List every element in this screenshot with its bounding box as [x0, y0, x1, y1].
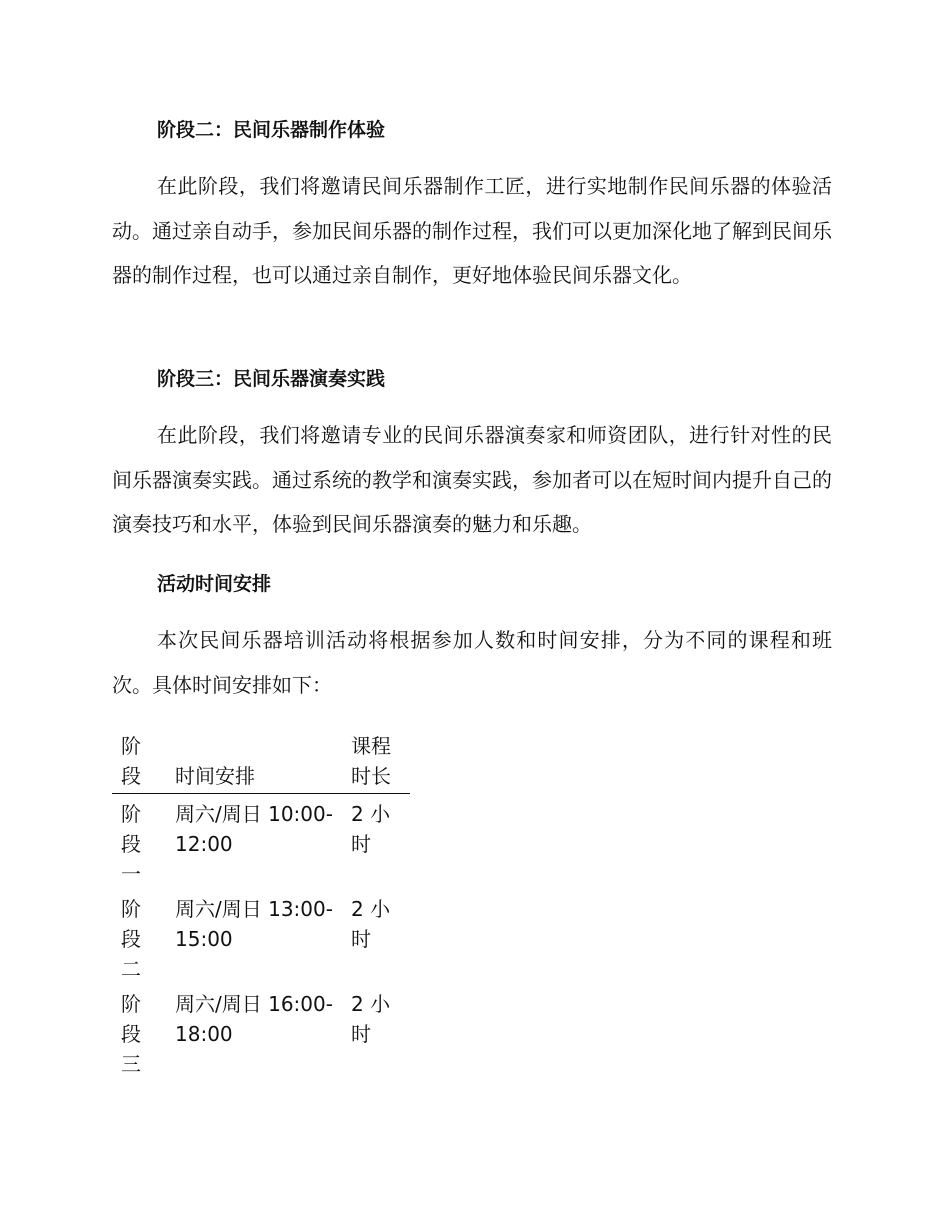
cell-time: 周六/周日 13:00-15:00 [175, 897, 333, 951]
header-time: 时间安排 [175, 764, 255, 788]
section-heading-stage-two: 阶段二：民间乐器制作体验 [157, 119, 386, 141]
cell-duration: 2 小时 [351, 802, 391, 856]
section-paragraph-stage-three: 在此阶段，我们将邀请专业的民间乐器演奏家和师资团队，进行针对性的民间乐器演奏实践。通过系统的教学和演奏实践，参加者可以在短时间内提升自己的演奏技巧和水平，体验到民间乐器演奏的魅力和乐趣。 [112, 423, 832, 536]
header-stage: 阶段 [121, 734, 141, 788]
header-duration: 课程时长 [351, 734, 391, 788]
section-paragraph-schedule: 本次民间乐器培训活动将根据参加人数和时间安排，分为不同的课程和班次。具体时间安排如下： [112, 628, 832, 697]
table-header-row [112, 731, 410, 794]
table-row [112, 794, 410, 889]
cell-stage: 阶段三 [121, 992, 141, 1076]
section-heading-stage-three: 阶段三：民间乐器演奏实践 [157, 368, 386, 390]
schedule-table [112, 731, 410, 1079]
cell-duration: 2 小时 [351, 897, 391, 951]
table-row [112, 984, 410, 1079]
cell-duration: 2 小时 [351, 992, 391, 1046]
cell-time: 周六/周日 10:00-12:00 [175, 802, 333, 856]
cell-stage: 阶段二 [121, 897, 141, 981]
cell-stage: 阶段一 [121, 802, 141, 886]
section-paragraph-stage-two: 在此阶段，我们将邀请民间乐器制作工匠，进行实地制作民间乐器的体验活动。通过亲自动手，参加民间乐器的制作过程，我们可以更加深化地了解到民间乐器的制作过程，也可以通过亲自制作，更好地体验民间乐器文化。 [112, 174, 832, 287]
table-row [112, 889, 410, 984]
cell-time: 周六/周日 16:00-18:00 [175, 992, 333, 1046]
section-heading-schedule: 活动时间安排 [157, 573, 272, 595]
